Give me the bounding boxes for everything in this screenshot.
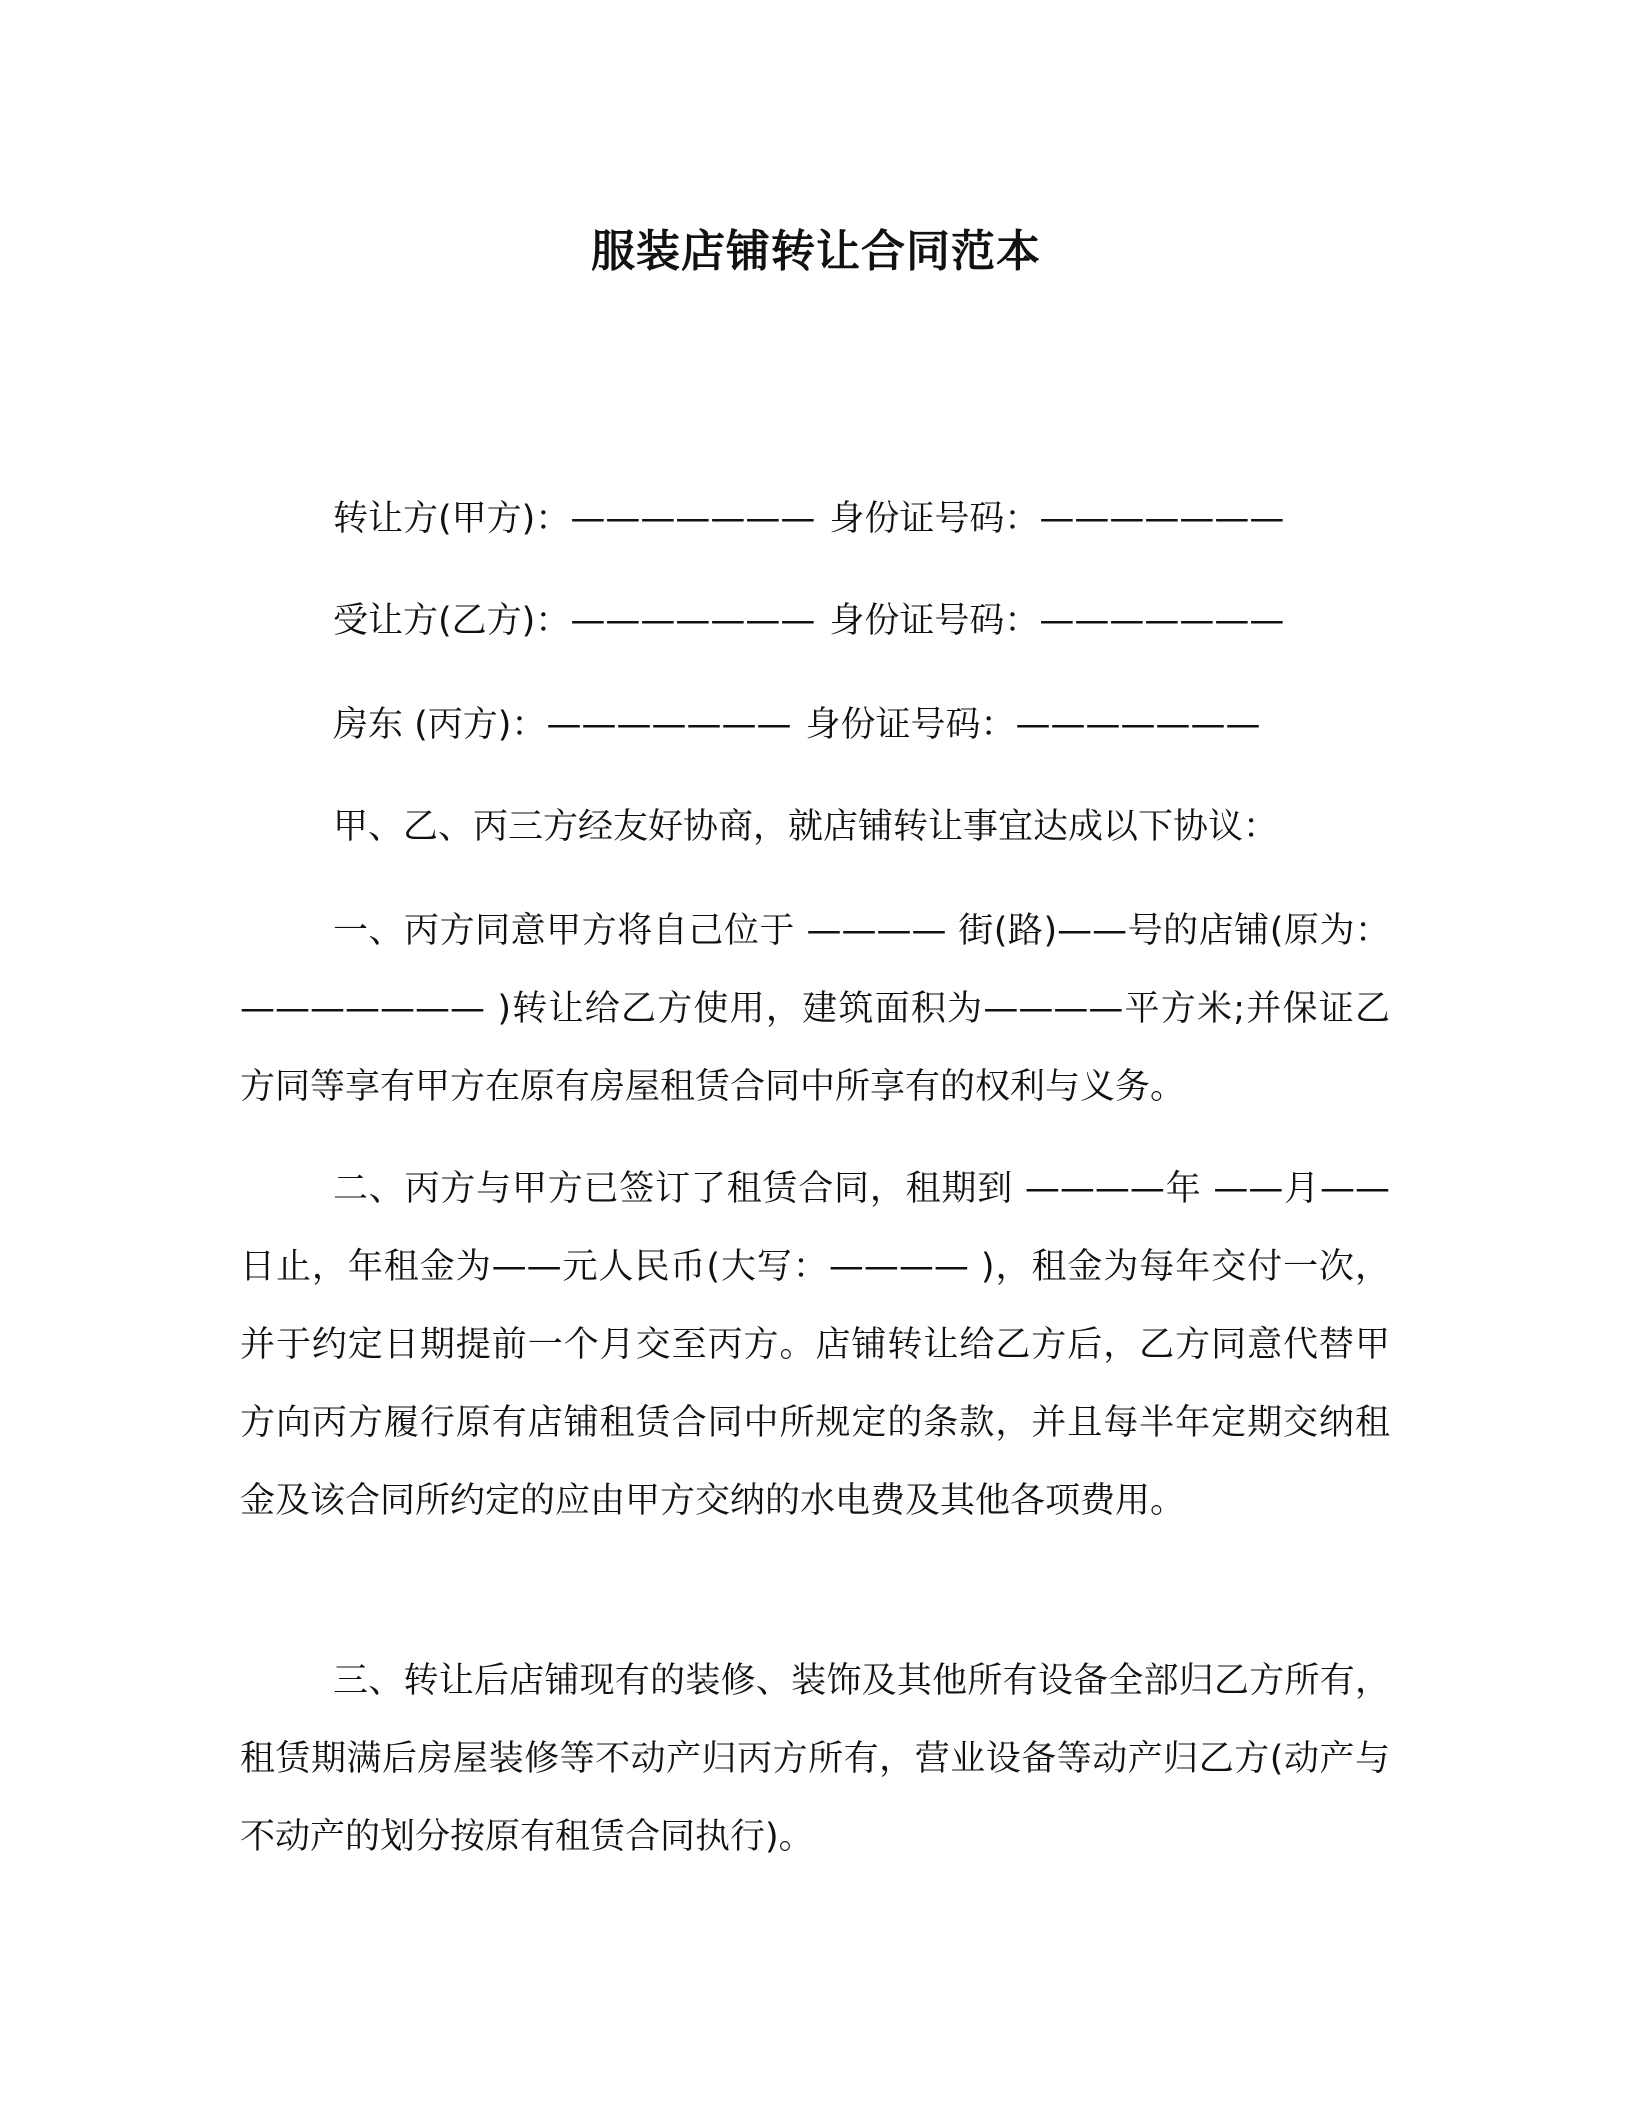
party-label: 转让方(甲方)： (333, 499, 571, 539)
party-line-landlord (333, 700, 1260, 750)
name-blank: ——————— (546, 705, 792, 745)
party-line-transferee (333, 596, 1284, 646)
party-label: 房东 (丙方)： (333, 705, 547, 745)
clause-2: 二、丙方与甲方已签订了租赁合同，租期到 ————年 ——月——日止，年租金为——元人民币(大写：———— )，租金为每年交付一次，并于约定日期提前一个月交至丙方。店铺转让给乙方后，乙方同意代替甲方向丙方履行原有店铺租赁合同中所规定的条款，并且每半年定期交纳租金及该合同所约定的应由甲方交纳的水电费及其他各项费用。 (240, 1169, 1390, 1521)
id-label: 身份证号码： (805, 705, 1016, 745)
id-blank: ——————— (1039, 601, 1285, 641)
party-line-transferor (333, 494, 1284, 544)
name-blank: ——————— (570, 601, 816, 641)
clause-1: 一、丙方同意甲方将自己位于 ———— 街(路)——号的店铺(原为：——————— )转让给乙方使用，建筑面积为————平方米;并保证乙方同等享有甲方在原有房屋租赁合同中所享有的权利与义务。 (240, 911, 1390, 1107)
clause-3: 三、转让后店铺现有的装修、装饰及其他所有设备全部归乙方所有，租赁期满后房屋装修等不动产归丙方所有，营业设备等动产归乙方(动产与不动产的划分按原有租赁合同执行)。 (240, 1661, 1390, 1857)
document-title: 服装店铺转让合同范本 (591, 226, 1041, 277)
id-label: 身份证号码： (829, 499, 1040, 539)
party-label: 受让方(乙方)： (333, 601, 571, 641)
name-blank: ——————— (570, 499, 816, 539)
id-blank: ——————— (1039, 499, 1285, 539)
agreement-intro: 甲、乙、丙三方经友好协商，就店铺转让事宜达成以下协议： (333, 807, 1279, 847)
id-blank: ——————— (1015, 705, 1261, 745)
id-label: 身份证号码： (829, 601, 1040, 641)
